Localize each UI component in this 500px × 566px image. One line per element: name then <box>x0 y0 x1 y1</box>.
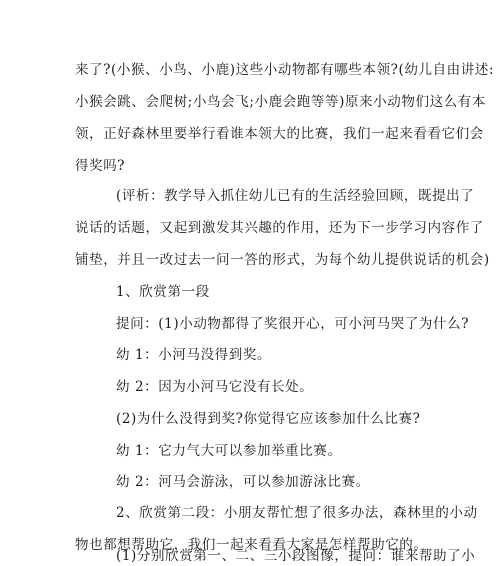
section-heading-2: 2、欣赏第二段：小朋友帮忙想了很多办法，森林里的小动 <box>116 505 478 521</box>
question-1: 提问：(1)小动物都得了奖很开心，可小河马哭了为什么? <box>116 316 470 332</box>
text-line-2: 小猴会跳、会爬树;小鸟会飞;小鹿会跑等等)原来小动物们这么有本 <box>75 94 486 110</box>
text-line-5: (评析：教学导入抓住幼儿已有的生活经验回顾，既提出了 <box>116 188 475 204</box>
section-heading-1: 1、欣赏第一段 <box>116 284 210 300</box>
answer-2-2: 幼 2：河马会游泳，可以参加游泳比赛。 <box>116 474 370 490</box>
text-line-7: 铺垫，并且一改过去一问一答的形式，为每个幼儿提供说话的机会) <box>75 252 490 268</box>
question-2: (2)为什么没得到奖?你觉得它应该参加什么比赛? <box>116 411 421 427</box>
text-line-1: 来了?(小猴、小鸟、小鹿)这些小动物都有哪些本领?(幼儿自由讲述: <box>75 62 495 78</box>
answer-1-2: 幼 2：因为小河马它没有长处。 <box>116 379 314 395</box>
text-line-6: 说话的话题，又起到激发其兴趣的作用，还为下一步学习内容作了 <box>75 220 484 236</box>
text-line-17: (1)分别欣赏第一、二、三小段图像，提问：谁来帮助了小 <box>116 548 476 564</box>
text-line-3: 领，正好森林里要举行看谁本领大的比赛，我们一起来看看它们会 <box>75 126 484 142</box>
text-line-16: 物也都想帮助它，我们一起来看看大家是怎样帮助它的。 <box>75 537 428 553</box>
answer-1-1: 幼 1：小河马没得到奖。 <box>116 347 272 363</box>
answer-2-1: 幼 1：它力气大可以参加举重比赛。 <box>116 443 342 459</box>
text-line-4: 得奖吗? <box>75 158 126 174</box>
